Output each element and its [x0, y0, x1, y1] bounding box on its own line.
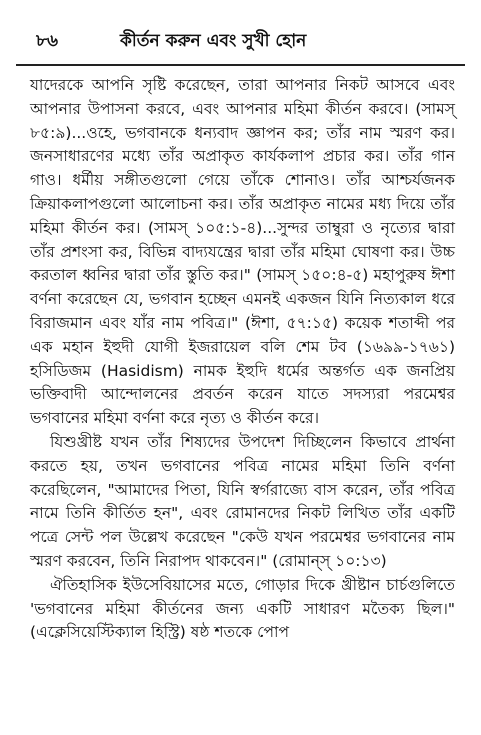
paragraph-3: ঐতিহাসিক ইউসেবিয়াসের মতে, গোড়ার দিকে খ্রীষ্টান চার্চগুলিতে 'ভগবানের মহিমা কীর্তনের জন্য একটি সাধারণ মতৈক্য ছিল।" (এক্লেসিয়েস্টিক্যাল হিস্ট্রি) ষষ্ঠ শতকে পোপ [30, 575, 455, 642]
paragraph-2: যিশুখ্রীষ্ট যখন তাঁর শিষ্যদের উপদেশ দিচ্ছিলেন কিভাবে প্রার্থনা করতে হয়, তখন ভগবানের পবিত্র নামের মহিমা তিনি বর্ণনা করেছিলেন, "আমাদের পিতা, যিনি স্বর্গরাজ্যে বাস করেন, তাঁর পবিত্র নামে তিনি কীর্তিত হন", এবং রোমানদের নিকট লিখিত তাঁর একটি পত্রে সেন্ট পল উল্লেখ করেছেন "কেউ যখন পরমেশ্বর ভগবানের নাম স্মরণ করবেন, তিনি নিরাপদ থাকবেন।" (রোমান্স্ ১০:১৩) [30, 432, 455, 570]
page-header [16, 24, 465, 66]
running-title: কীর্তন করুন এবং সুখী হোন [120, 31, 307, 51]
page-number: ৮৬ [36, 31, 59, 51]
body-text [30, 74, 455, 645]
paragraph-1: যাদেরকে আপনি সৃষ্টি করেছেন, তারা আপনার নিকট আসবে এবং আপনার উপাসনা করবে, এবং আপনার মহিমা কীর্তন করবে। (সামস্ ৮৫:৯)...ওহে, ভগবানকে ধন্যবাদ জ্ঞাপন কর; তাঁর নাম স্মরণ কর। জনসাধারণের মধ্যে তাঁর অপ্রাকৃত কার্যকলাপ প্রচার কর। তাঁর গান গাও। ধর্মীয় সঙ্গীতগুলো গেয়ে তাঁকে শোনাও। তাঁর আশ্চর্যজনক ক্রিয়াকলাপগুলো আলোচনা কর। তাঁর অপ্রাকৃত নামের মধ্য দিয়ে তাঁর মহিমা কীর্তন কর। (সামস্ ১০৫:১-৪)...সুন্দর তাম্বুরা ও নৃত্যের দ্বারা তাঁর প্রশংসা কর, বিভিন্ন বাদ্যযন্ত্রের দ্বারা তাঁর মহিমা ঘোষণা কর। উচ্চ করতাল ধ্বনির দ্বারা তাঁর স্তুতি কর।" (সামস্ ১৫০:৪-৫) মহাপুরুষ ঈশা বর্ণনা করেছেন যে, ভগবান হচ্ছেন এমনই একজন যিনি নিত্যকাল ধরে বিরাজমান এবং যাঁর নাম পবিত্র।" (ঈশা, ৫৭:১৫) কয়েক শতাব্দী পর এক মহান ইহুদী যোগী ইজরায়েল বলি শেম টব (১৬৯৯-১৭৬১) হসিডিজম (Hasidism) নামক ইহুদি ধর্মের অন্তর্গত এক জনপ্রিয় ভক্তিবাদী আন্দোলনের প্রবর্তন করেন যাতে সদস্যরা পরমেশ্বর ভগবানের মহিমা বর্ণনা করে নৃত্য ও কীর্তন করে। [30, 76, 455, 428]
